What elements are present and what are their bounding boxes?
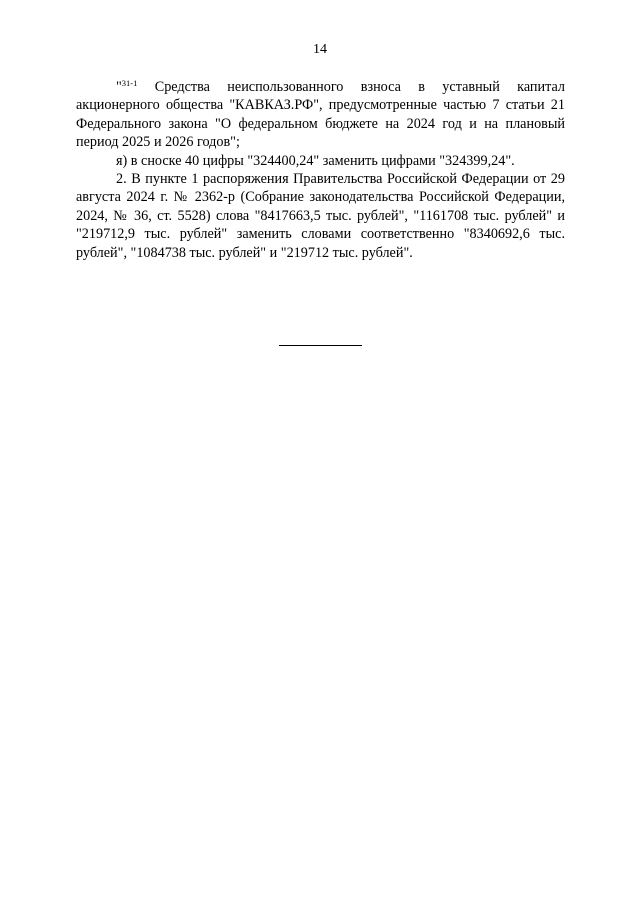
document-body xyxy=(76,78,565,262)
paragraph-footnote-40: я) в сноске 40 цифры "324400,24" заменить цифрами "324399,24". xyxy=(116,152,515,169)
separator-line xyxy=(279,345,362,346)
page-number: 14 xyxy=(313,42,327,57)
paragraph-item-2: 2. В пункте 1 распоряжения Правительства Российской Федерации от 29 августа 2024 г. № 2362-р (Собрание законодательства Российской Федерации, 2024, № 36, ст. 5528) слова "8417663,5 тыс. рублей", "1161708 тыс. рублей" и "219712,9 тыс. рублей" заменить словами соответственно "8340692,6 тыс. рублей", "1084738 тыс. рублей" и "219712 тыс. рублей". xyxy=(76,171,565,261)
row-number-superscript: 31-1 xyxy=(121,78,138,88)
open-quote: " xyxy=(116,79,122,95)
paragraph-amendment-31-1 xyxy=(76,78,565,152)
paragraph-text: Средства неиспользованного взноса в уставный капитал акционерного общества "КАВКАЗ.РФ", предусмотренные частью 7 статьи 21 Федерального закона "О федеральном бюджете на 2024 год и на плановый период 2025 и 2026 годов"; xyxy=(76,79,565,151)
